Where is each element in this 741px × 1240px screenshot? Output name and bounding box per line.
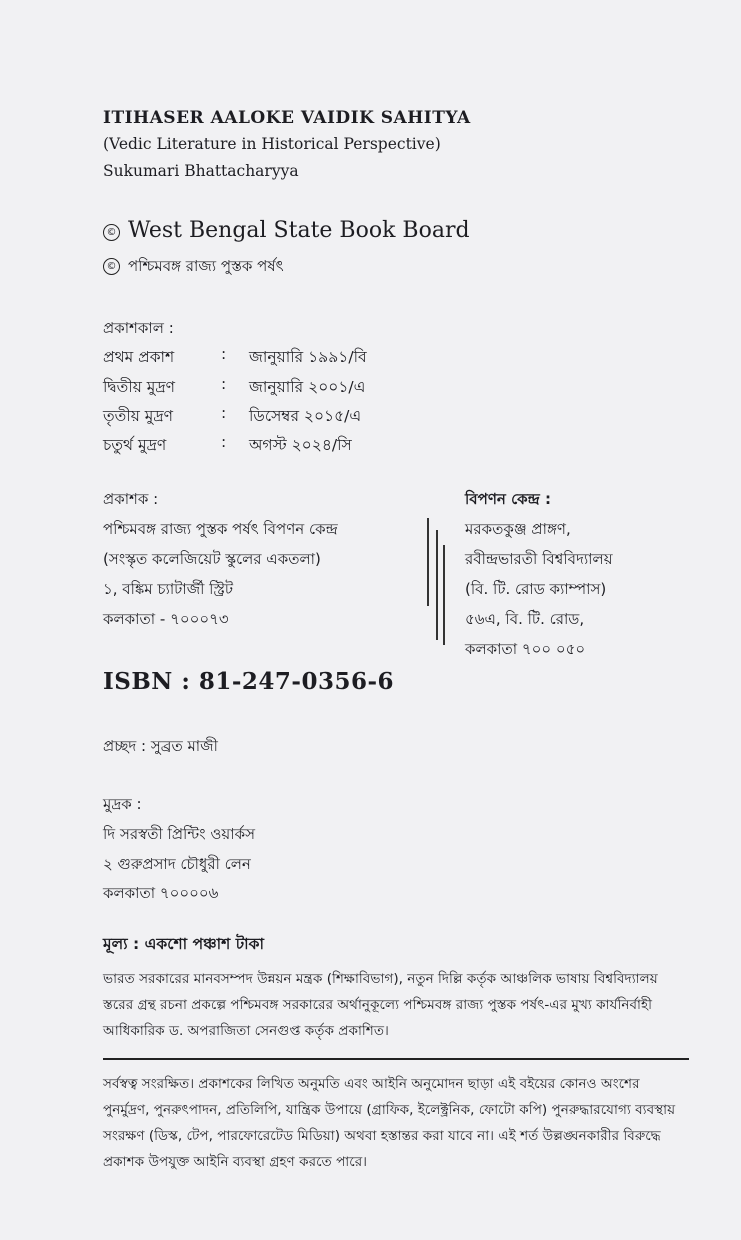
rights-notice: সর্বস্বত্ব সংরক্ষিত। প্রকাশকের লিখিত অনুমতি এবং আইনি অনুমোদন ছাড়া এই বইয়ের কোনও অংশের পুনর্মুদ্রণ, পুনরুৎপাদন, প্রতিলিপি, যান্ত্রিক উপায়ে (গ্রাফিক, ইলেক্ট্রনিক, ফোটো কপি) পুনরুদ্ধারযোগ্য ব্যবস্থায় সংরক্ষণ (ডিস্ক, টেপ, পারফোরেটেড মিডিয়া) অথবা হস্তান্তর করা যাবে না। এই শর্ত উল্লঙ্ঘনকারীর বিরুদ্ধে প্রকাশক উপযুক্ত আইনি ব্যবস্থা গ্রহণ করতে পারে। (103, 1076, 676, 1170)
divider-line (427, 518, 429, 606)
cover-designer: প্রচ্ছদ : সুব্রত মাজী (103, 737, 218, 755)
marketing-line: মরকতকুঞ্জ প্রাঙ্গণ, (465, 520, 571, 538)
book-author: Sukumari Bhattacharyya (103, 162, 299, 180)
edition-value: জানুয়ারি ১৯৯১/বি (249, 348, 367, 366)
publication-notice: ভারত সরকারের মানবসম্পদ উন্নয়ন মন্ত্রক (শিক্ষাবিভাগ), নতুন দিল্লি কর্তৃক আঞ্চলিক ভাষায় বিশ্ববিদ্যালয় স্তরের গ্রন্থ রচনা প্রকল্পে পশ্চিমবঙ্গ সরকারের অর্থানুকূল্যে পশ্চিমবঙ্গ রাজ্য পুস্তক পর্ষৎ-এর মুখ্য কার্যনির্বাহী আধিকারিক ড. অপরাজিতা সেনগুপ্ত কর্তৃক প্রকাশিত। (103, 971, 658, 1039)
price: মূল্য : একশো পঞ্চাশ টাকা (103, 935, 264, 953)
publisher-label: প্রকাশক : (103, 490, 159, 508)
edition-label: প্রথম প্রকাশ (103, 348, 175, 366)
book-subtitle: (Vedic Literature in Historical Perspective) (103, 135, 441, 153)
printer-line: কলকাতা ৭০০০০৬ (103, 884, 219, 902)
printer-line: ২ গুরুপ্রসাদ চৌধুরী লেন (103, 855, 251, 873)
copyright-bengali-text: পশ্চিমবঙ্গ রাজ্য পুস্তক পর্ষৎ (128, 257, 284, 275)
marketing-line: ৫৬এ, বি. টি. রোড, (465, 610, 585, 628)
marketing-line: রবীন্দ্রভারতী বিশ্ববিদ্যালয় (465, 550, 613, 568)
book-title: ITIHASER AALOKE VAIDIK SAHITYA (103, 108, 471, 128)
divider-line (443, 545, 445, 645)
edition-label: দ্বিতীয় মুদ্রণ (103, 378, 176, 396)
publisher-line: কলকাতা - ৭০০০৭৩ (103, 610, 229, 628)
publisher-line: পশ্চিমবঙ্গ রাজ্য পুস্তক পর্ষৎ বিপণন কেন্দ্র (103, 520, 338, 538)
edition-separator: : (221, 404, 227, 422)
copyright-icon: © (103, 224, 120, 241)
edition-separator: : (221, 433, 227, 451)
edition-label: তৃতীয় মুদ্রণ (103, 407, 174, 425)
publication-label: প্রকাশকাল : (103, 319, 174, 337)
copyright-icon: © (103, 258, 120, 275)
divider-rule (103, 1058, 689, 1060)
printer-line: দি সরস্বতী প্রিন্টিং ওয়ার্কস (103, 825, 255, 843)
marketing-line: কলকাতা ৭০০ ০৫০ (465, 640, 586, 658)
publisher-line: (সংস্কৃত কলেজিয়েট স্কুলের একতলা) (103, 550, 321, 568)
edition-value: জানুয়ারি ২০০১/এ (249, 378, 366, 396)
marketing-line: (বি. টি. রোড ক্যাম্পাস) (465, 580, 607, 598)
edition-label: চতুর্থ মুদ্রণ (103, 436, 167, 454)
copyright-bengali (103, 255, 284, 280)
copyright-english-text: West Bengal State Book Board (128, 218, 470, 243)
copyright-english (103, 218, 470, 243)
divider-line (436, 530, 438, 640)
printer-label: মুদ্রক : (103, 795, 142, 813)
edition-separator: : (221, 345, 227, 363)
publisher-line: ১, বঙ্কিম চ্যাটার্জী স্ট্রিট (103, 580, 234, 598)
edition-separator: : (221, 375, 227, 393)
edition-value: অগস্ট ২০২৪/সি (249, 436, 352, 454)
marketing-label: বিপণন কেন্দ্র : (465, 490, 552, 508)
isbn: ISBN : 81-247-0356-6 (103, 668, 395, 695)
edition-value: ডিসেম্বর ২০১৫/এ (249, 407, 362, 425)
